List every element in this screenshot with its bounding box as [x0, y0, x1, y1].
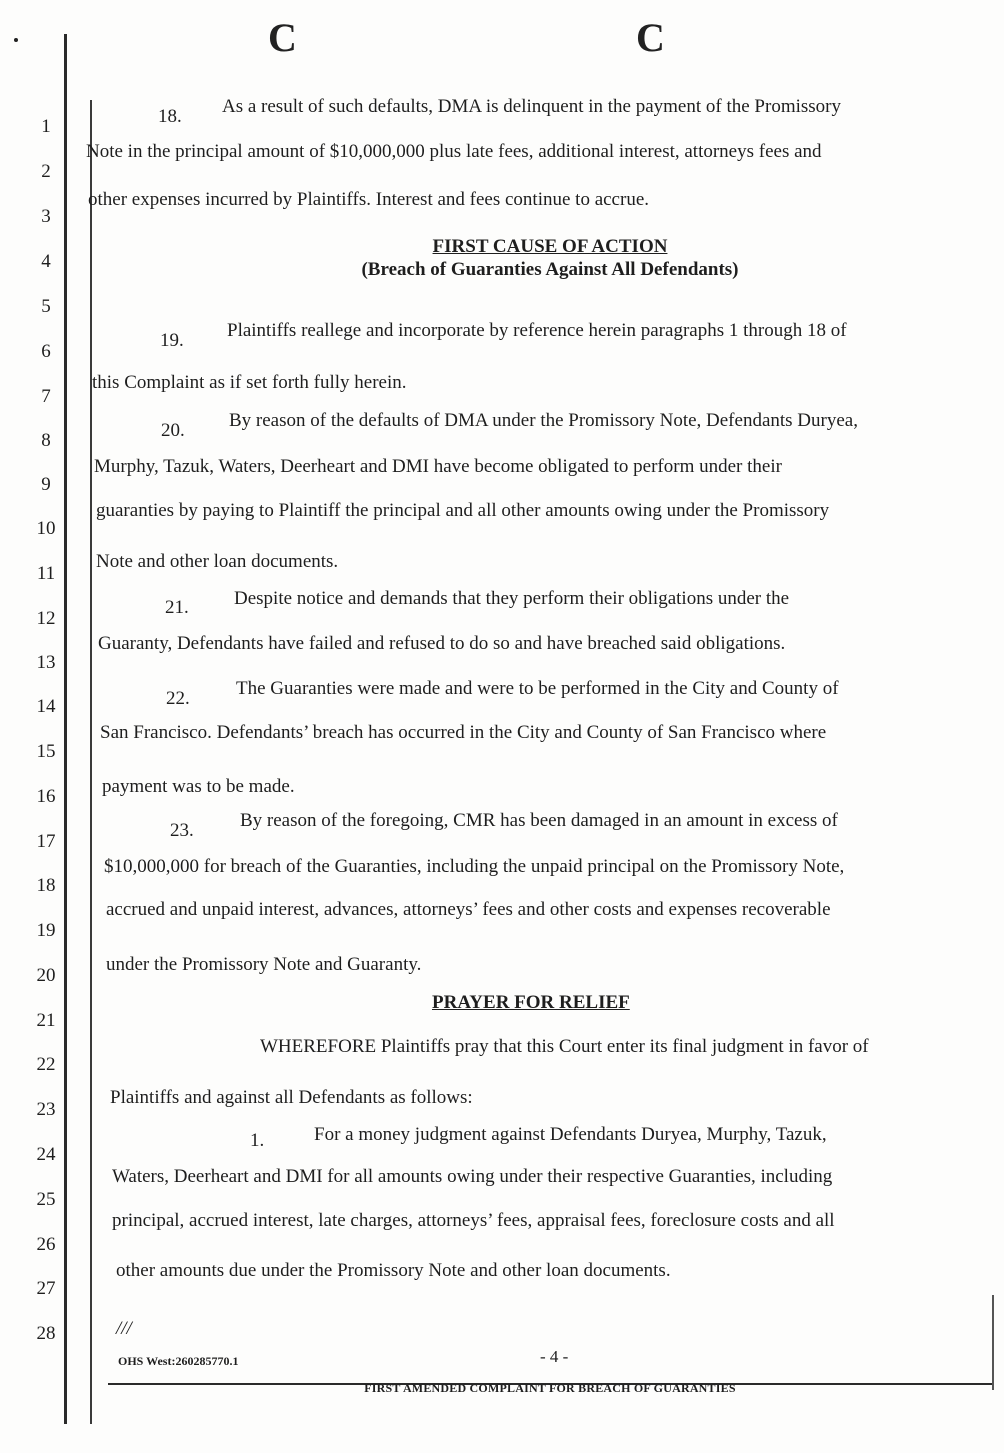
punch-hole-mark-right: C: [636, 15, 665, 60]
line-number: 2: [41, 161, 51, 182]
paragraph-line: Note and other loan documents.: [96, 551, 339, 572]
line-number: 25: [36, 1189, 56, 1210]
line-number: 28: [36, 1323, 56, 1344]
paragraph-line: For a money judgment against Defendants Duryea, Murphy, Tazuk,: [314, 1124, 827, 1145]
section-heading-first-cause: FIRST CAUSE OF ACTION: [432, 236, 668, 257]
paragraph-number: 23.: [170, 820, 194, 841]
line-number: 18: [36, 875, 56, 896]
paragraph-line: Murphy, Tazuk, Waters, Deerheart and DMI have become obligated to perform under their: [94, 456, 782, 477]
line-number: 13: [36, 652, 56, 673]
line-number: 17: [36, 831, 56, 852]
paragraph-line: accrued and unpaid interest, advances, attorneys’ fees and other costs and expenses recoverable: [106, 899, 831, 920]
line-number: 3: [41, 206, 51, 227]
paragraph-line: guaranties by paying to Plaintiff the principal and all other amounts owing under the Promissory: [96, 500, 830, 521]
paragraph-line: other expenses incurred by Plaintiffs. Interest and fees continue to accrue.: [88, 189, 650, 210]
margin-rule-inner: [90, 100, 92, 1424]
line-number: 23: [36, 1099, 56, 1120]
continuation-mark: ///: [116, 1318, 132, 1339]
paragraph-number: 22.: [166, 688, 190, 709]
line-number: 26: [36, 1234, 56, 1255]
paragraph-number: 18.: [158, 106, 182, 127]
paragraph-line: By reason of the foregoing, CMR has been damaged in an amount in excess of: [240, 810, 838, 831]
line-number: 11: [36, 563, 56, 584]
paragraph-line: payment was to be made.: [102, 776, 295, 797]
line-number: 9: [41, 474, 51, 495]
line-number: 16: [36, 786, 56, 807]
line-number: 27: [36, 1278, 56, 1299]
paragraph-line: Plaintiffs and against all Defendants as follows:: [110, 1087, 473, 1108]
paragraph-line: $10,000,000 for breach of the Guaranties, including the unpaid principal on the Promissory Note,: [104, 856, 845, 877]
paragraph-line: The Guaranties were made and were to be performed in the City and County of: [236, 678, 839, 699]
line-number: 21: [36, 1010, 56, 1031]
item-number: 1.: [250, 1130, 265, 1151]
footer-document-title: FIRST AMENDED COMPLAINT FOR BREACH OF GUARANTIES: [364, 1381, 736, 1395]
line-number: 12: [36, 608, 56, 629]
paragraph-line: San Francisco. Defendants’ breach has occurred in the City and County of San Francisco where: [100, 722, 827, 743]
paragraph-line: principal, accrued interest, late charges, attorneys’ fees, appraisal fees, foreclosure costs and all: [112, 1210, 835, 1231]
margin-rule-right: [992, 1295, 994, 1390]
paragraph-number: 21.: [165, 597, 189, 618]
document-id: OHS West:260285770.1: [118, 1354, 239, 1368]
line-number: 4: [41, 251, 51, 272]
paragraph-line: Despite notice and demands that they perform their obligations under the: [234, 588, 790, 609]
line-number: 8: [41, 430, 51, 451]
line-number: 6: [41, 341, 51, 362]
paragraph-line: By reason of the defaults of DMA under the Promissory Note, Defendants Duryea,: [229, 410, 858, 431]
line-number: 19: [36, 920, 56, 941]
line-number: 14: [36, 696, 56, 717]
paragraph-line: this Complaint as if set forth fully herein.: [92, 372, 407, 393]
line-number: 15: [36, 741, 56, 762]
line-number: 20: [36, 965, 56, 986]
paragraph-line: As a result of such defaults, DMA is delinquent in the payment of the Promissory: [222, 96, 841, 117]
paragraph-line: Waters, Deerheart and DMI for all amounts owing under their respective Guaranties, including: [112, 1166, 833, 1187]
line-number: 5: [41, 296, 51, 317]
paragraph-line: WHEREFORE Plaintiffs pray that this Court enter its final judgment in favor of: [260, 1036, 869, 1057]
paragraph-line: Guaranty, Defendants have failed and refused to do so and have breached said obligations.: [98, 633, 786, 654]
scan-speck: [14, 38, 18, 42]
line-number: 7: [41, 386, 51, 407]
line-number: 10: [36, 518, 56, 539]
punch-hole-mark-left: C: [268, 15, 297, 60]
paragraph-number: 19.: [160, 330, 184, 351]
paragraph-number: 20.: [161, 420, 185, 441]
line-number: 1: [41, 116, 51, 137]
section-heading-prayer: PRAYER FOR RELIEF: [432, 992, 630, 1013]
paragraph-line: Note in the principal amount of $10,000,000 plus late fees, additional interest, attorneys fees and: [86, 141, 822, 162]
paragraph-line: under the Promissory Note and Guaranty.: [106, 954, 422, 975]
margin-rule-outer: [64, 34, 67, 1424]
paragraph-line: Plaintiffs reallege and incorporate by reference herein paragraphs 1 through 18 of: [227, 320, 847, 341]
line-number: 22: [36, 1054, 56, 1075]
paragraph-line: other amounts due under the Promissory Note and other loan documents.: [116, 1260, 671, 1281]
line-number: 24: [36, 1144, 56, 1165]
page-number: - 4 -: [540, 1347, 569, 1366]
section-subheading: (Breach of Guaranties Against All Defendants): [361, 259, 739, 280]
